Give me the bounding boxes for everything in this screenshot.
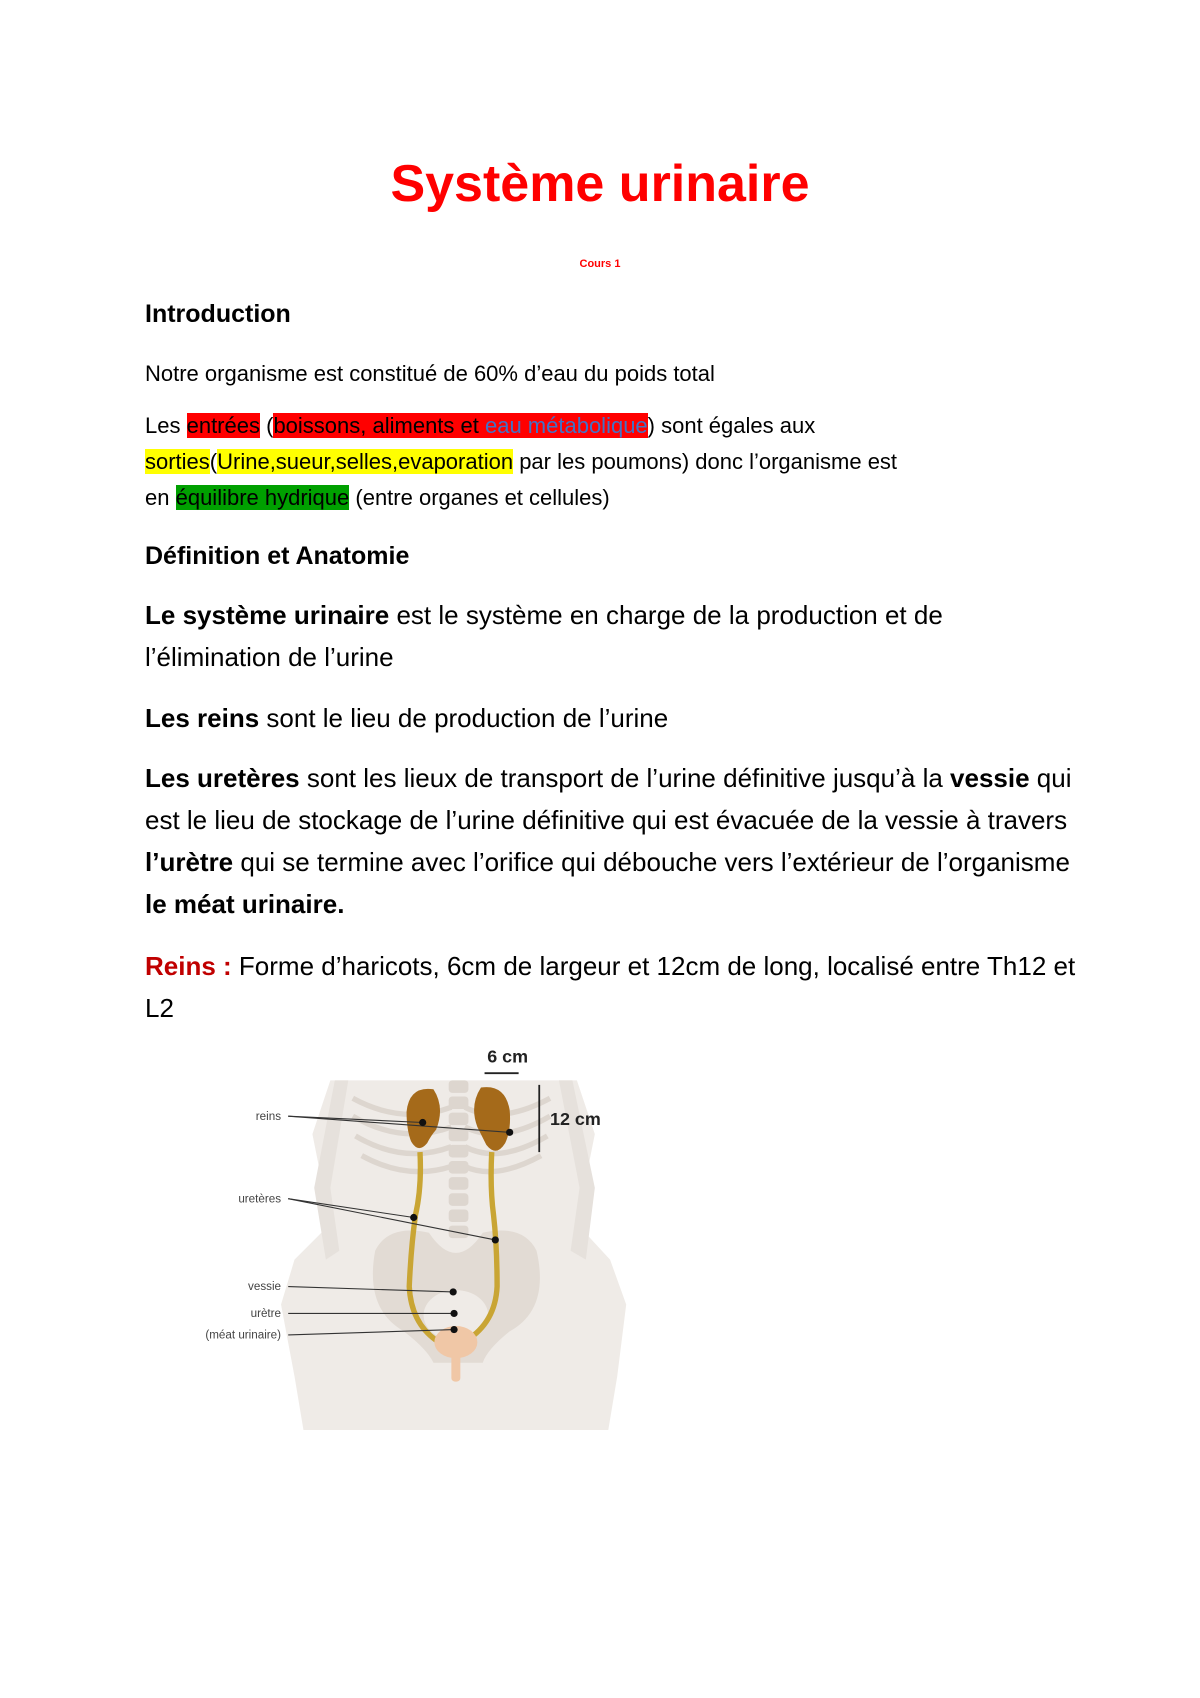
highlight-urine-list: Urine,sueur,selles,evaporation [217,449,514,474]
highlight-sorties: sorties [145,449,210,474]
bold-term: l’urètre [145,847,234,877]
bold-term: Les reins [145,703,260,733]
bold-term: vessie [950,763,1030,793]
label-width: 6 cm [487,1046,529,1067]
label-vessie: vessie [248,1280,282,1294]
definition-paragraph-1 [145,594,1085,678]
heading-definition: Définition et Anatomie [145,542,410,570]
page-subtitle: Cours 1 [579,258,621,270]
text-run: est le système en charge de la production et de l’élimination de l’urine [145,600,943,672]
text-run: Les [145,413,187,438]
label-reins: reins [255,1109,282,1123]
bold-term: Les uretères [145,763,300,793]
text-run: sont les lieux de transport de l’urine définitive jusqu’à la [299,763,951,793]
page-title: Système urinaire [390,155,810,213]
definition-paragraph-4 [145,945,1085,1029]
highlight-boissons [273,413,647,438]
text-run: Forme d’haricots, 6cm de largeur et 12cm de long, localisé entre Th12 et L2 [145,951,1076,1023]
label-meat-urinaire: (méat urinaire) [205,1328,282,1342]
text-run: ) sont égales aux [647,413,816,438]
highlight-equilibre: équilibre hydrique [175,485,350,510]
text-run: en [145,485,176,510]
urinary-anatomy-illustration [170,1040,670,1430]
intro-paragraph-1: Notre organisme est constitué de 60% d’eau du poids total [145,361,715,386]
text-run: par les poumons) donc l’organisme est [513,449,898,474]
text-run: qui est le lieu de stockage de l’urine définitive qui est évacuée de la vessie à travers [145,763,1072,835]
heading-introduction: Introduction [145,300,291,328]
label-length: 12 cm [550,1109,601,1130]
intro-paragraph-2 [145,408,1075,516]
text-run: ( [259,413,274,438]
urinary-system-figure [170,1040,670,1430]
text-run: sont le lieu de production de l’urine [259,703,669,733]
highlight-entrees: entrées [186,413,260,438]
reins-label: Reins : [145,951,232,981]
text-run: qui se termine avec l’orifice qui débouche vers l’extérieur de l’organisme [233,847,1070,877]
bold-term: le méat urinaire. [145,889,345,919]
label-ureteres: uretères [238,1192,282,1206]
bold-term: Le système urinaire [145,600,390,630]
definition-paragraph-2 [145,697,1085,739]
eau-metabolique-text: eau métabolique [484,413,648,438]
text-run: (entre organes et cellules) [349,485,610,510]
urethra [451,1355,460,1382]
text-run: ( [209,449,218,474]
text-run: boissons, aliments et [273,413,485,438]
definition-paragraph-3 [145,757,1085,925]
label-uretre: urètre [250,1307,282,1321]
